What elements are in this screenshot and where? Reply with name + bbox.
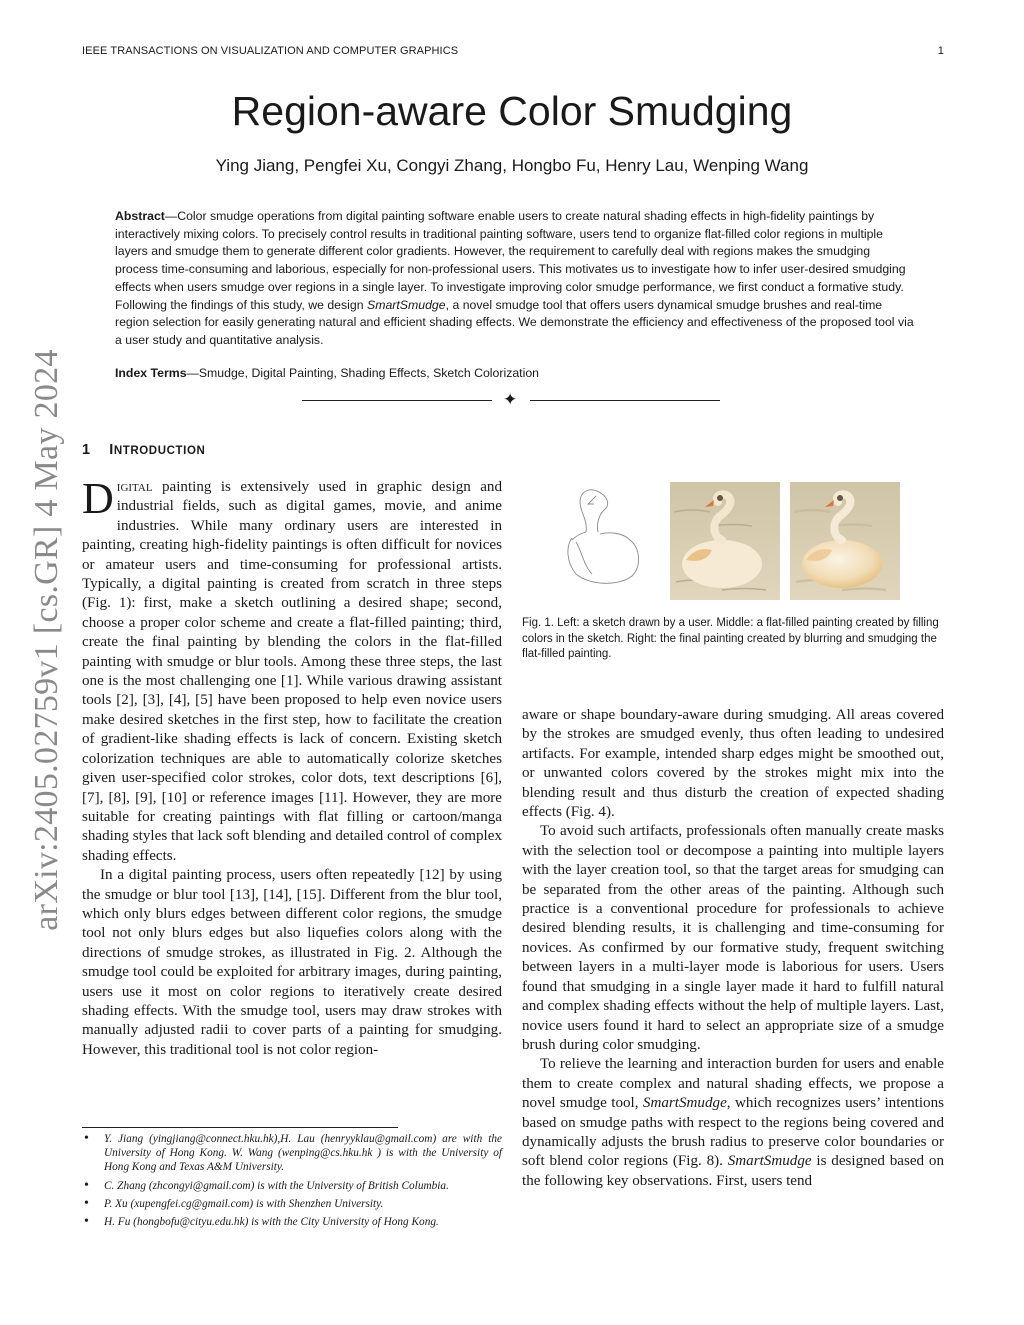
intro-paragraph-1 xyxy=(82,474,502,866)
separator-line-right xyxy=(530,400,720,401)
intro-paragraph-5-text: To relieve the learning and interaction burden for users and enable them to create complex and natural shading effects, we propose a novel smudge tool, xyxy=(522,1056,944,1112)
intro-paragraph-4: To avoid such artifacts, professionals often manually create masks with the selection tool or decompose a painting into multiple layers with the layer creation tool, so that the target areas for smudging can be separated from the other areas of the painting. Although such practice is a conventional procedure for professionals to achieve desired blending results, it is challenging and time-consuming for novices. As confirmed by our formative study, frequent switching between layers in a multi-layer mode is laborious for users. Users found that smudging in a single layer made it hard to fulfill natural and complex shading effects without the help of multiple layers. Last, novice users found it hard to select an appropriate size of a smudge brush during color smudging. xyxy=(522,823,944,1053)
drop-cap: D xyxy=(82,474,114,523)
index-terms-text: Smudge, Digital Painting, Shading Effects, Sketch Colorization xyxy=(198,366,540,380)
index-terms-dash: — xyxy=(186,366,199,380)
abstract-text-end: , a novel smudge tool that offers users dynamical smudge brushes and real-time region selection for easily generating natural and efficient shading effects. We demonstrate the efficiency and effectiveness of the proposed tool via a user study and quantitative analysis. xyxy=(115,297,914,347)
footnote-list xyxy=(82,1132,502,1233)
running-head xyxy=(82,45,944,57)
separator-star: ✦ xyxy=(503,390,518,409)
footnote-item: • P. Xu (xupengfei.cg@gmail.com) is with Shenzhen University. xyxy=(82,1197,502,1211)
arxiv-identifier[interactable]: arXiv:2405.02759v1 [cs.GR] 4 May 2024 xyxy=(28,349,65,931)
abstract-tool-name: SmartSmudge xyxy=(367,297,446,312)
drop-cap-smallcaps: igital xyxy=(116,479,153,495)
intro-paragraph-3: aware or shape boundary-aware during smudging. All areas covered by the strokes are smudged evenly, thus often leading to undesired artifacts. For example, intended sharp edges might be smoothed out, or unwanted colors covered by the strokes might mix into the blending result and thus disturb the creation of expected shading effects (Fig. 4). xyxy=(522,707,944,821)
section-number: 1 xyxy=(82,442,91,458)
figure-panel-sketch xyxy=(568,490,639,583)
figure-panel-flat xyxy=(670,482,780,600)
index-terms-label: Index Terms xyxy=(115,366,187,380)
paper-title: Region-aware Color Smudging xyxy=(231,88,793,134)
journal-name: IEEE TRANSACTIONS ON VISUALIZATION AND COMPUTER GRAPHICS xyxy=(82,45,459,57)
abstract xyxy=(115,208,915,350)
abstract-text: Color smudge operations from digital painting software enable users to create natural shading effects in high-fidelity paintings by interactively mixing colors. To precisely control results in traditional painting software, users tend to organize flat-filled color regions in multiple layers and smudge them to generate different color gradients. However, the requirement to carefully deal with regions makes the smudging process time-consuming and laborious, especially for non-professional users. This motivates us to investigate how to infer user-desired smudging effects when users smudge over regions in a single layer. To investigate improving color smudge performance, we first conduct a formative study. Following the findings of this study, we design xyxy=(115,209,906,312)
section-title-rest: NTRODUCTION xyxy=(113,445,206,457)
tool-name-2: SmartSmudge xyxy=(727,1153,812,1170)
intro-paragraph-5 xyxy=(522,1055,944,1191)
left-column xyxy=(82,474,502,1060)
separator-line-left xyxy=(302,400,492,401)
section-title-first: I xyxy=(109,442,114,458)
footnote-item: • Y. Jiang (yingjiang@connect.hku.hk),H. Lau (henryyklau@gmail.com) are with the University of Hong Kong. W. Wang (wenping@cs.hku.hk ) is with the University of Hong Kong and Texas A&M University. xyxy=(82,1132,502,1175)
intro-paragraph-5-end: is designed based on the following key observations. First, users tend xyxy=(522,1153,944,1189)
tool-name-1: SmartSmudge xyxy=(642,1095,727,1112)
figure-panel-final xyxy=(790,482,900,600)
right-column xyxy=(522,706,944,1191)
page-number: 1 xyxy=(937,45,944,57)
abstract-label: Abstract xyxy=(115,209,165,223)
index-terms xyxy=(115,366,915,380)
abstract-dash: — xyxy=(164,209,178,223)
section-heading xyxy=(82,442,205,458)
author-list: Ying Jiang, Pengfei Xu, Congyi Zhang, Hongbo Fu, Henry Lau, Wenping Wang xyxy=(215,156,809,175)
footnote-item: • H. Fu (hongbofu@cityu.edu.hk) is with the City University of Hong Kong. xyxy=(82,1215,502,1229)
intro-paragraph-5-middle: , which recognizes users’ intentions based on smudge paths with respect to the regions being covered and dynamically adjusts the brush radius to preserve color boundaries or soft blend color regions (Fig. 8). xyxy=(522,1095,945,1170)
footnote-rule xyxy=(82,1127,398,1128)
figure-1 xyxy=(562,482,932,600)
intro-paragraph-2: In a digital painting process, users often repeatedly [12] by using the smudge or blur tool [13], [14], [15]. Different from the blur tool, which only blurs edges between different color regions, the smudge tool not only blurs edges but also liquefies colors along with the directions of smudge strokes, as illustrated in Fig. 2. Although the smudge tool could be exploited for arbitrary images, during painting, users use it most on color regions to iteratively create desired shading effects. With the smudge tool, users may draw strokes with manually adjusted radii to cover parts of a painting for smudging. However, this traditional tool is not color region- xyxy=(82,867,502,1058)
intro-paragraph-1-text: painting is extensively used in graphic design and industrial fields, such as digital games, movie, and anime industries. While many ordinary users are interested in painting, creating high-fidelity paintings is often difficult for novices or amateur users and time-consuming for professional artists. Typically, a digital painting is created from scratch in three steps (Fig. 1): first, make a sketch outlining a desired shape; second, choose a proper color scheme and create a flat-filled painting; third, create the final painting by blending the colors in the flat-filled painting with smudge or blur tools. Among these three steps, the last one is the most challenging one [1]. While various drawing assistant tools [2], [3], [4], [5] have been proposed to help even novice users make desired sketches in the first step, how to facilitate the creation of gradient-like shading effects is lack of concern. Existing sketch colorization techniques are able to automatically colorize sketches given user-specified color strokes, color dots, text descriptions [6], [7], [8], [9], [10] or reference images [11]. However, they are more suitable for creating paintings with flat filling or cartoon/manga shading styles that lack soft blending and detailed control of complex shading effects. xyxy=(82,479,502,864)
footnote-item: • C. Zhang (zhcongyi@gmail.com) is with the University of British Columbia. xyxy=(82,1179,502,1193)
figure-1-caption: Fig. 1. Left: a sketch drawn by a user. Middle: a flat-filled painting created by filling colors in the sketch. Right: the final painting created by blurring and smudging the flat-filled painting. xyxy=(522,617,939,660)
